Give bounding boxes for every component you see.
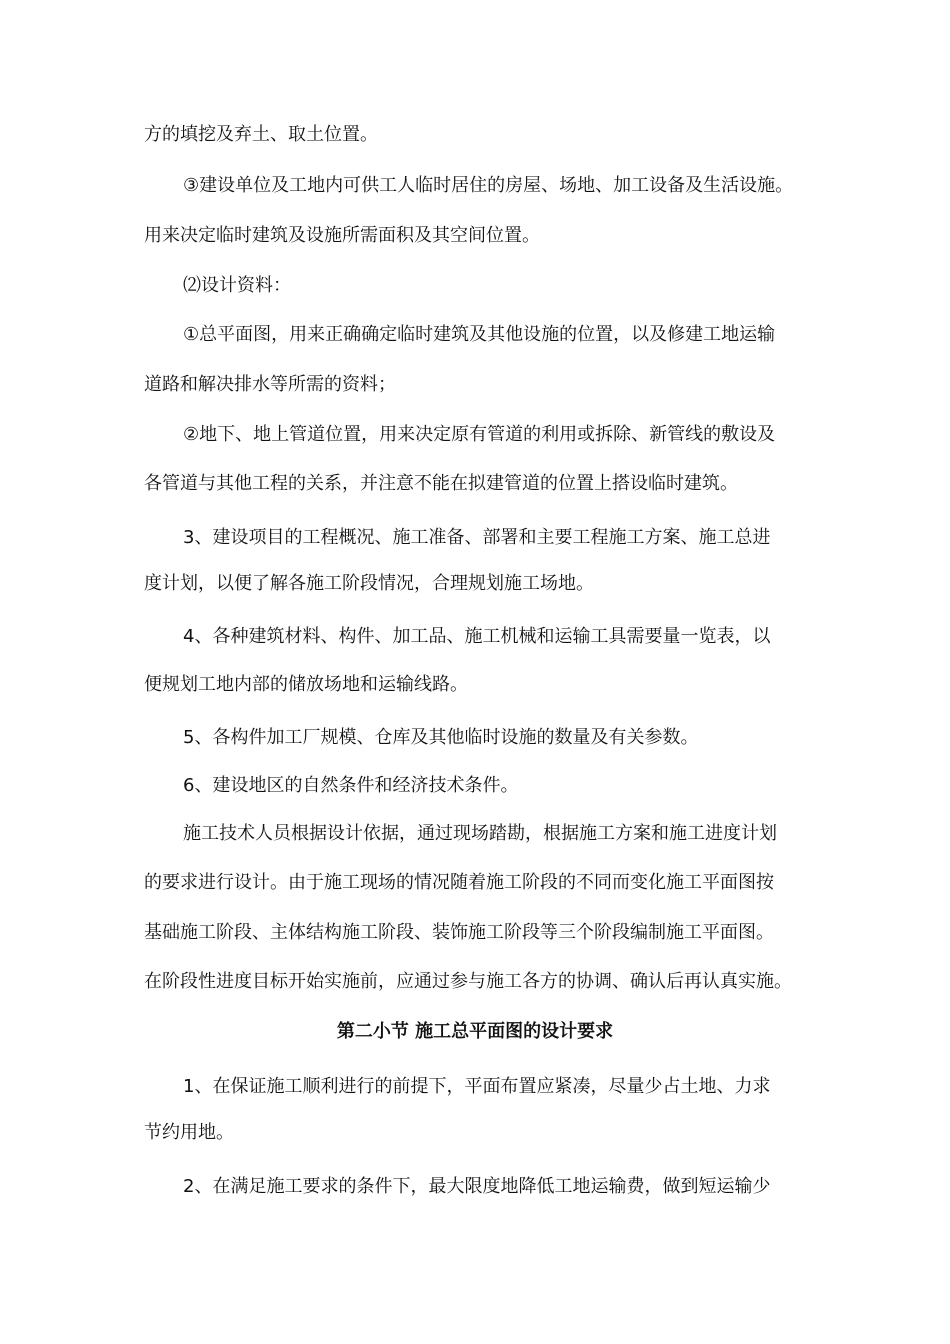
text-line: 方的填挖及弃土、取土位置。 bbox=[144, 124, 378, 145]
text-line: ①总平面图，用来正确确定临时建筑及其他设施的位置，以及修建工地运输 bbox=[183, 324, 776, 345]
text-line: 施工技术人员根据设计依据，通过现场踏勘，根据施工方案和施工进度计划 bbox=[183, 823, 777, 844]
text-line: 6、建设地区的自然条件和经济技术条件。 bbox=[183, 775, 519, 796]
text-line: 在阶段性进度目标开始实施前，应通过参与施工各方的协调、确认后再认真实施。 bbox=[144, 971, 792, 992]
text-line: 3、建设项目的工程概况、施工准备、部署和主要工程施工方案、施工总进 bbox=[183, 527, 771, 548]
text-line: 道路和解决排水等所需的资料； bbox=[144, 374, 396, 395]
text-line: ⑵设计资料： bbox=[183, 275, 291, 296]
text-line: 1、在保证施工顺利进行的前提下，平面布置应紧凑，尽量少占土地、力求 bbox=[183, 1076, 771, 1097]
text-line: 度计划，以便了解各施工阶段情况，合理规划施工场地。 bbox=[144, 573, 594, 594]
text-line: 用来决定临时建筑及设施所需面积及其空间位置。 bbox=[144, 225, 540, 246]
text-line: 的要求进行设计。由于施工现场的情况随着施工阶段的不同而变化施工平面图按 bbox=[144, 872, 774, 893]
section-heading: 第二小节 施工总平面图的设计要求 bbox=[336, 1021, 614, 1042]
text-line: 5、各构件加工厂规模、仓库及其他临时设施的数量及有关参数。 bbox=[183, 727, 699, 748]
text-line: 各管道与其他工程的关系，并注意不能在拟建管道的位置上搭设临时建筑。 bbox=[144, 473, 738, 494]
text-line: 基础施工阶段、主体结构施工阶段、装饰施工阶段等三个阶段编制施工平面图。 bbox=[144, 922, 774, 943]
text-line: 节约用地。 bbox=[144, 1122, 234, 1143]
text-line: ②地下、地上管道位置，用来决定原有管道的利用或拆除、新管线的敷设及 bbox=[183, 424, 776, 445]
text-line: 2、在满足施工要求的条件下，最大限度地降低工地运输费，做到短运输少 bbox=[183, 1176, 771, 1197]
text-line: 便规划工地内部的储放场地和运输线路。 bbox=[144, 674, 468, 695]
text-line: ③建设单位及工地内可供工人临时居住的房屋、场地、加工设备及生活设施。 bbox=[183, 175, 794, 196]
text-line: 4、各种建筑材料、构件、加工品、施工机械和运输工具需要量一览表，以 bbox=[183, 626, 771, 647]
